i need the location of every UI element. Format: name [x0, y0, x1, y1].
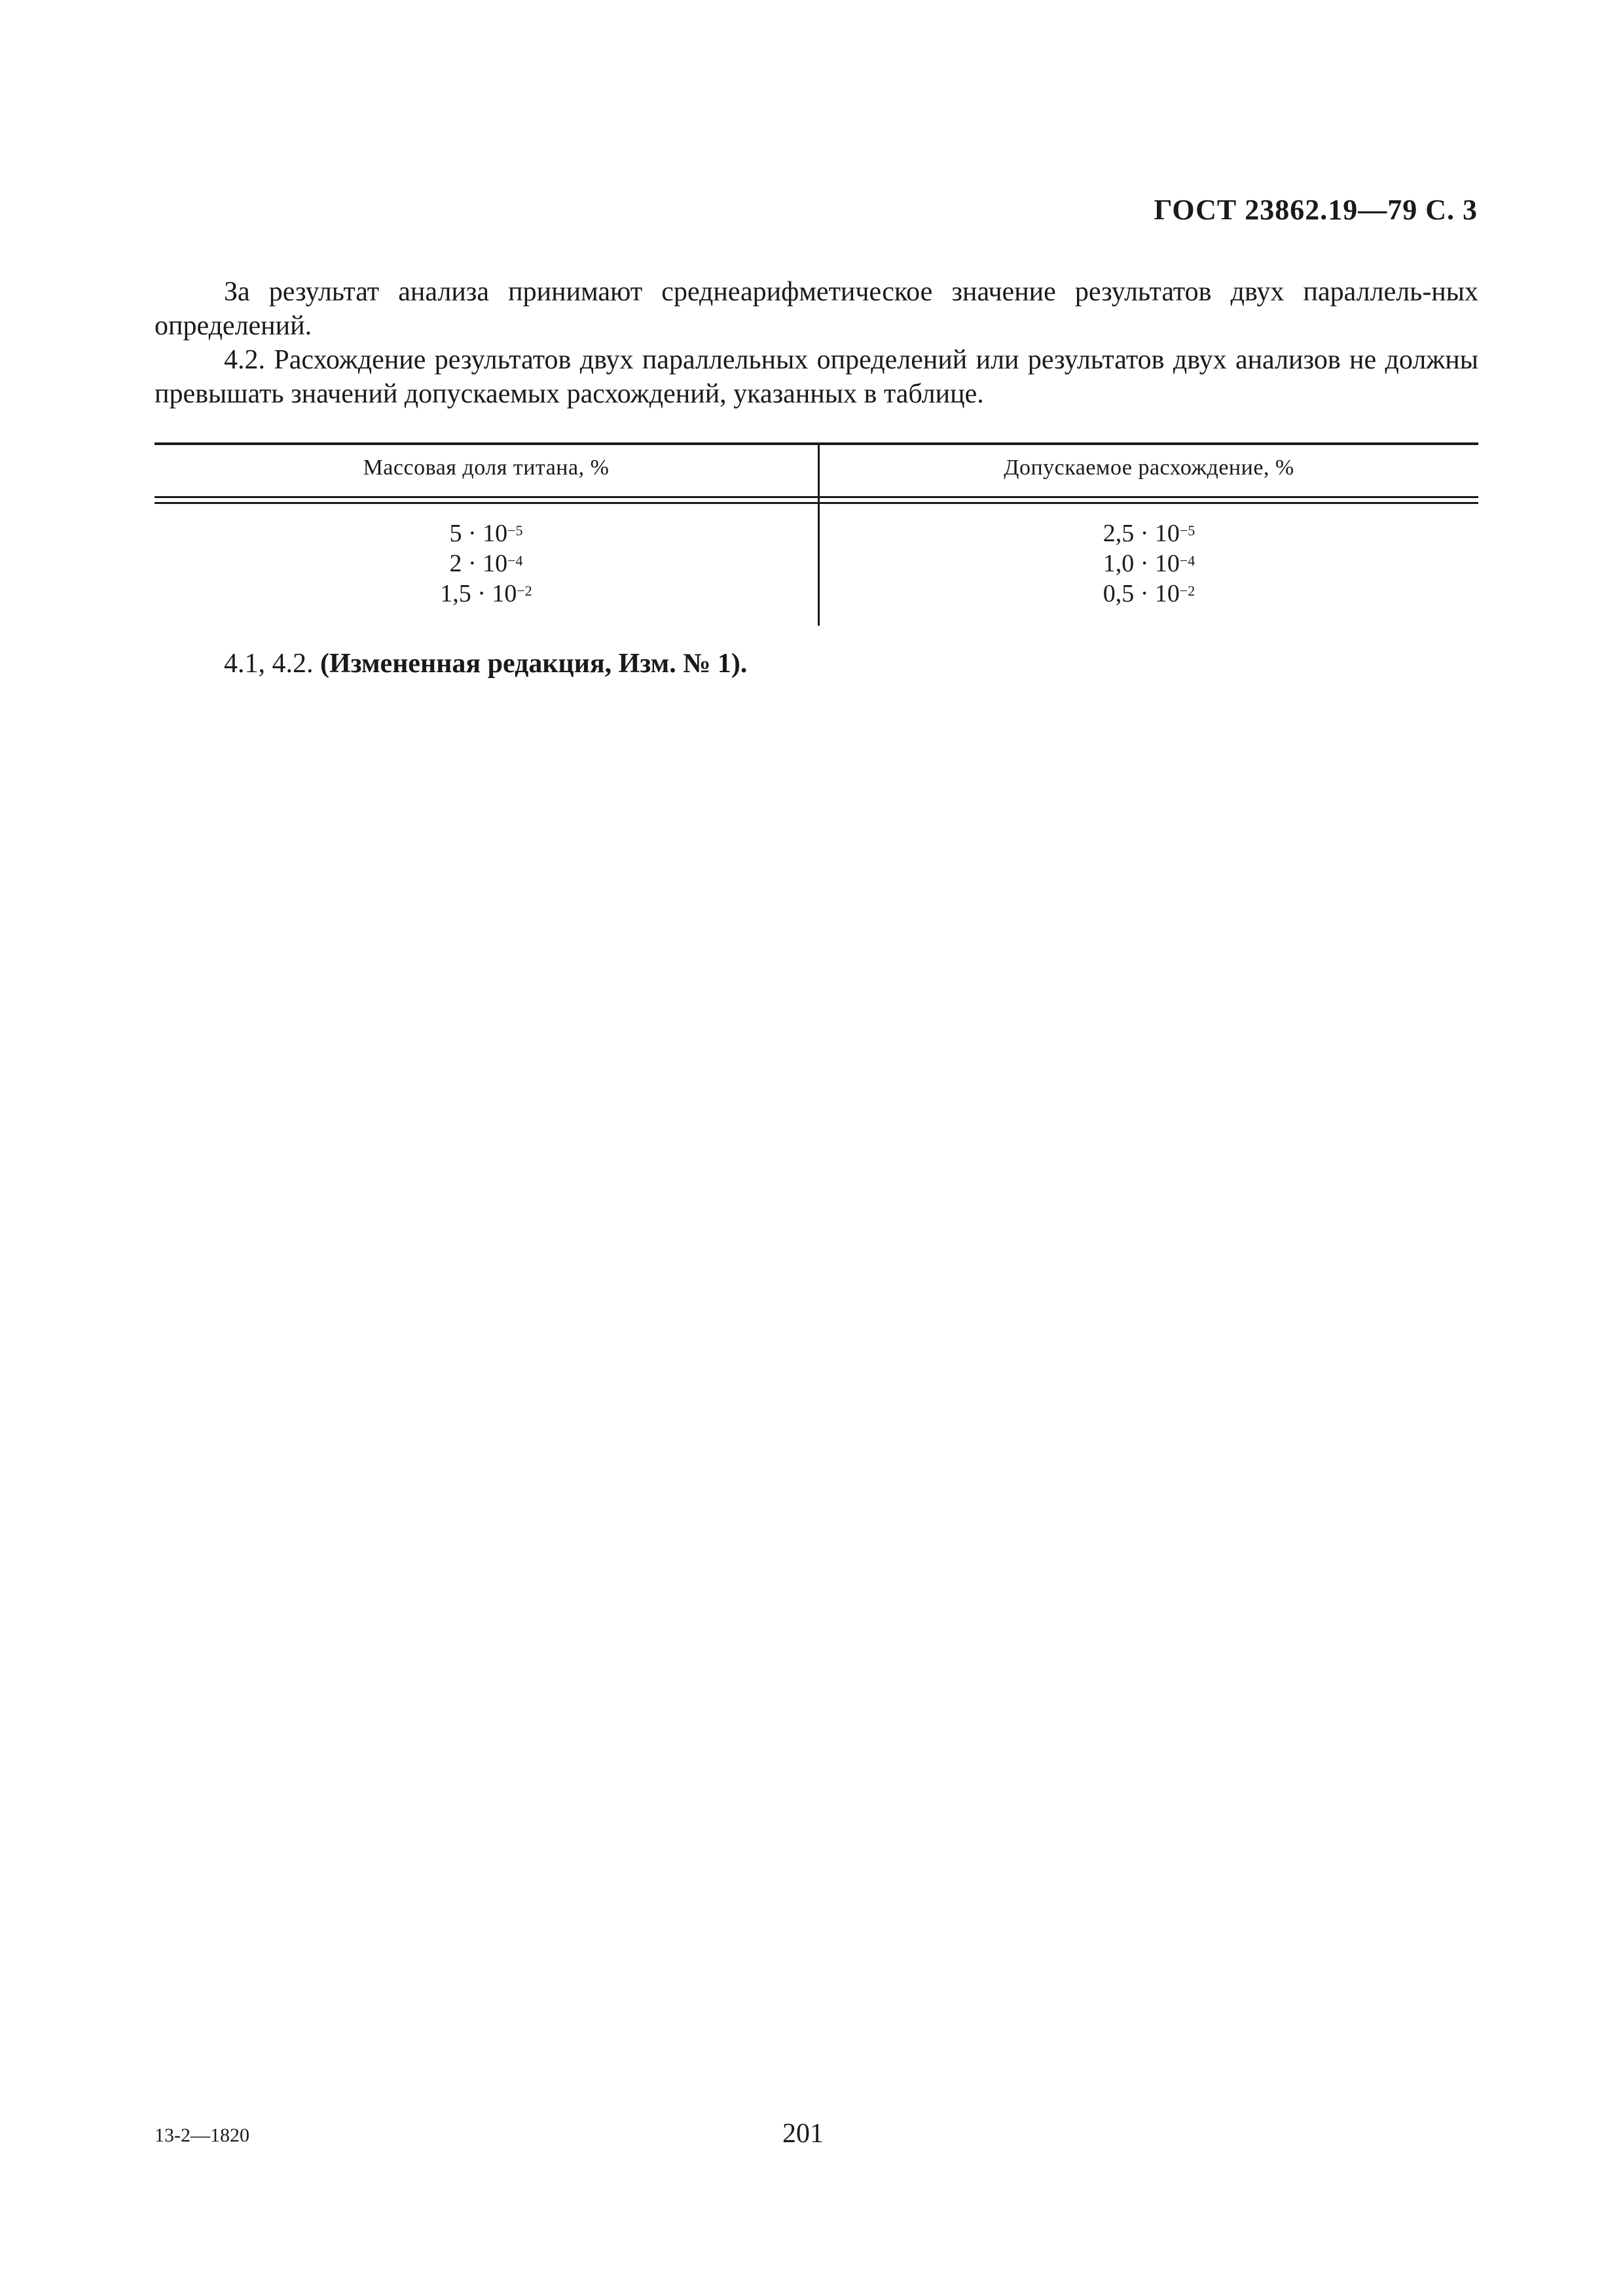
cell-mantissa: 2,5 · 10	[1103, 520, 1180, 547]
revision-note-bold: (Измененная редакция, Изм. № 1).	[320, 649, 748, 679]
table-cell	[155, 518, 818, 548]
cell-exponent: −5	[1179, 522, 1195, 539]
page-number: 201	[782, 2119, 824, 2149]
cell-exponent: −4	[507, 552, 523, 569]
paragraph-result-definition: За результат анализа принимают среднеарифметическое значение результатов двух параллель-ных определений.	[155, 277, 1478, 341]
cell-mantissa: 1,0 · 10	[1103, 550, 1180, 577]
footer-code: 13-2—1820	[155, 2125, 249, 2146]
table-header-mass-fraction: Массовая доля титана, %	[363, 456, 610, 480]
table-header-tolerance: Допускаемое расхождение, %	[1004, 456, 1294, 480]
cell-exponent: −2	[1179, 583, 1195, 599]
table-cell	[820, 518, 1478, 548]
cell-mantissa: 0,5 · 10	[1103, 580, 1180, 607]
revision-note-prefix: 4.1, 4.2.	[224, 649, 320, 679]
cell-mantissa: 2 · 10	[449, 550, 508, 577]
cell-exponent: −4	[1179, 552, 1195, 569]
table-cell	[155, 548, 818, 579]
revision-note	[224, 648, 747, 679]
table-column-tolerance	[820, 518, 1478, 609]
cell-mantissa: 5 · 10	[449, 520, 508, 547]
table-header-rule-double	[155, 502, 1478, 504]
table-cell	[820, 579, 1478, 609]
paragraph-4-2: 4.2. Расхождение результатов двух параллельных определений или результатов двух анализов не должны превышать значений допускаемых расхождений, указанных в таблице.	[155, 345, 1478, 409]
doc-reference-header: ГОСТ 23862.19—79 С. 3	[1154, 194, 1478, 226]
cell-exponent: −2	[517, 583, 532, 599]
table-top-rule	[155, 442, 1478, 445]
cell-exponent: −5	[507, 522, 523, 539]
cell-mantissa: 1,5 · 10	[440, 580, 517, 607]
table-cell	[820, 548, 1478, 579]
table-cell	[155, 579, 818, 609]
table-column-mass-fraction	[155, 518, 818, 609]
tolerance-table	[155, 442, 1478, 627]
table-header-rule	[155, 496, 1478, 498]
